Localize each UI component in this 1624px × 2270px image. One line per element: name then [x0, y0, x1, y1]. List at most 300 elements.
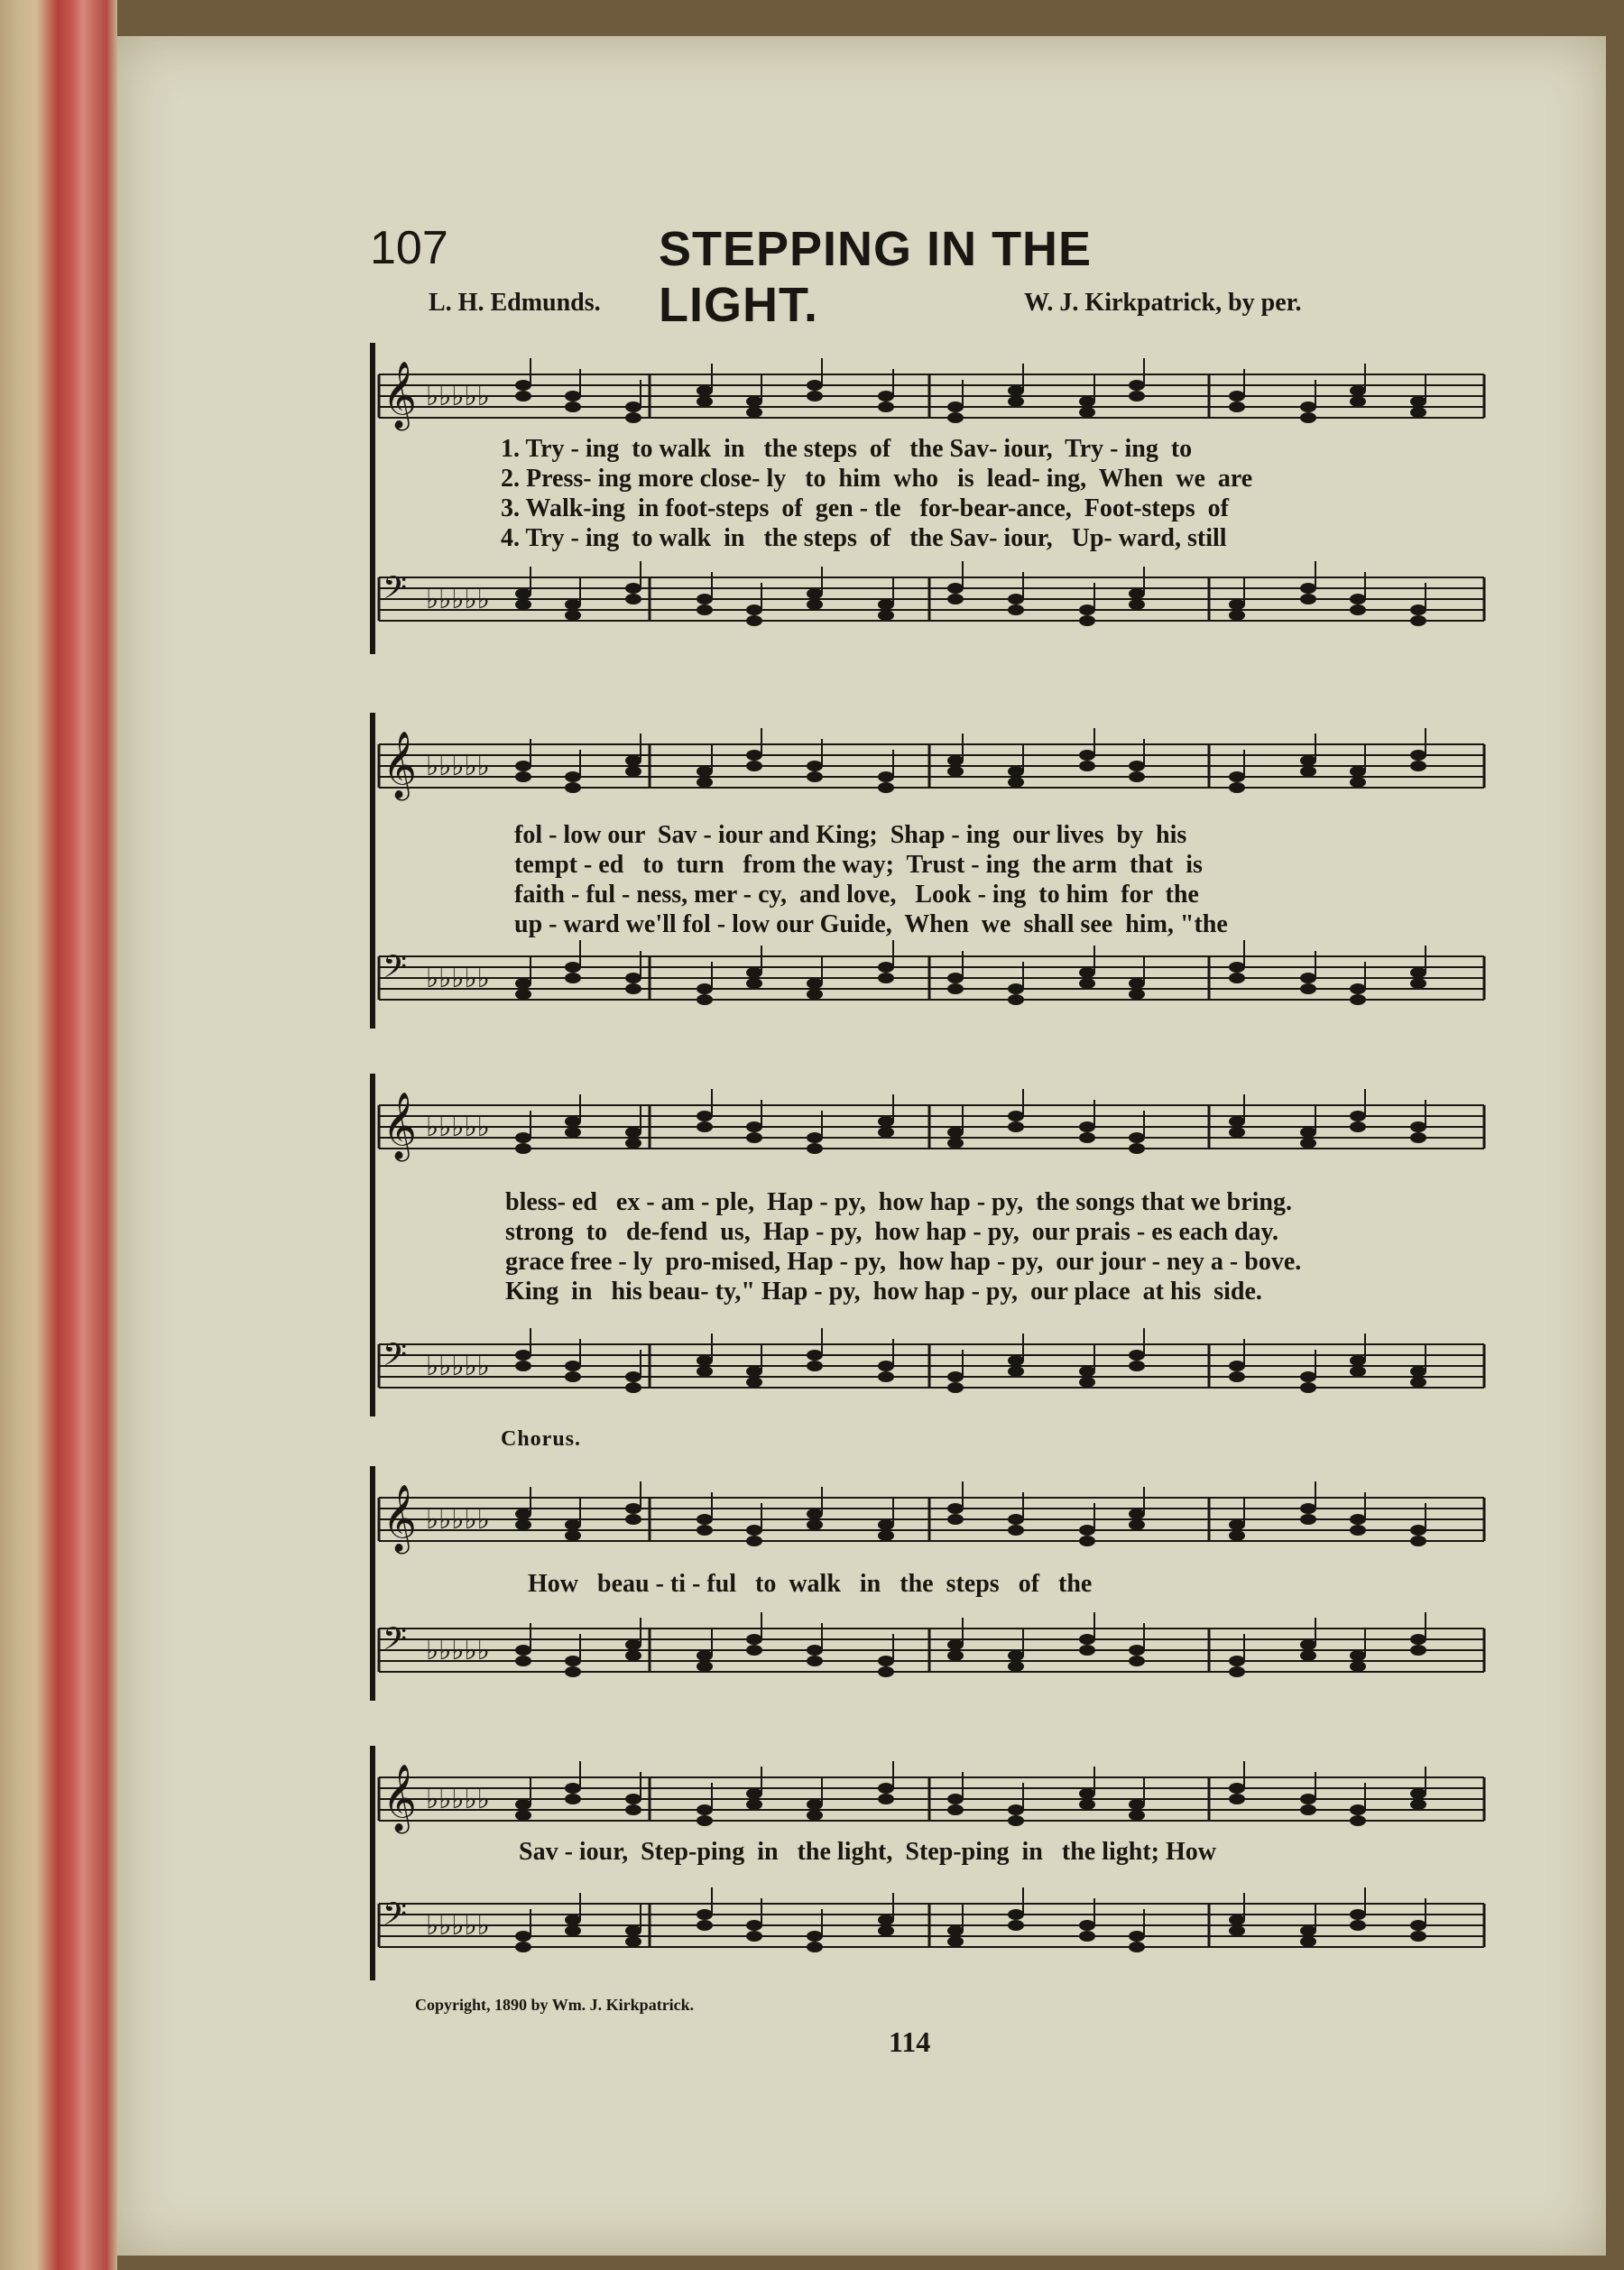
- note-head: [1410, 1931, 1426, 1942]
- note-head: [1129, 761, 1145, 771]
- hymn-composer: W. J. Kirkpatrick, by per.: [1024, 289, 1302, 317]
- bass-staff: [370, 934, 1489, 1033]
- note-head: [1079, 1525, 1095, 1536]
- verse-3-line: grace free - ly pro-mised, Hap - py, how hap - py, our jour - ney a - bove.: [505, 1248, 1302, 1276]
- note-head: [947, 1503, 964, 1514]
- note-head: [1350, 983, 1366, 994]
- note-head: [565, 973, 581, 983]
- note-head: [1410, 1525, 1426, 1536]
- note-head: [1410, 1645, 1426, 1656]
- note-head: [1410, 1920, 1426, 1931]
- note-head: [1300, 1639, 1316, 1650]
- note-head: [1350, 604, 1366, 615]
- note-head: [565, 1530, 581, 1541]
- bass-clef-icon: 𝄢: [383, 1620, 408, 1665]
- note-head: [746, 967, 762, 978]
- note-head: [1410, 1366, 1426, 1377]
- note-head: [807, 989, 823, 1000]
- note-head: [878, 1361, 894, 1371]
- note-head: [947, 983, 964, 994]
- verse-4-line: up - ward we'll fol - low our Guide, When we shall see him, "the: [514, 910, 1228, 938]
- note-head: [697, 1366, 713, 1377]
- note-head: [697, 777, 713, 788]
- key-signature-icon: ♭♭♭♭♭: [426, 1784, 490, 1815]
- note-head: [1229, 401, 1245, 412]
- bass-staff: [370, 555, 1489, 654]
- note-head: [1129, 1656, 1145, 1666]
- note-head: [1300, 412, 1316, 423]
- note-head: [515, 1519, 531, 1530]
- note-head: [1008, 983, 1024, 994]
- note-head: [947, 401, 964, 412]
- note-head: [1300, 1925, 1316, 1936]
- note-head: [515, 391, 531, 401]
- verse-1-line: bless- ed ex - am - ple, Hap - py, how hap - py, the songs that we bring.: [505, 1188, 1292, 1216]
- note-head: [565, 1783, 581, 1794]
- note-head: [1129, 1509, 1145, 1519]
- chorus-line: Sav - iour, Step-ping in the light, Step-ping in the light; How: [519, 1838, 1216, 1866]
- note-head: [746, 1366, 762, 1377]
- note-head: [807, 1810, 823, 1821]
- note-head: [947, 412, 964, 423]
- bass-clef-icon: 𝄢: [383, 1336, 408, 1380]
- note-head: [807, 771, 823, 782]
- note-head: [807, 1361, 823, 1371]
- note-head: [625, 1127, 641, 1138]
- note-head: [1300, 1794, 1316, 1804]
- note-head: [1229, 599, 1245, 610]
- note-head: [625, 401, 641, 412]
- note-head: [746, 407, 762, 418]
- note-head: [746, 1121, 762, 1132]
- note-head: [1229, 1783, 1245, 1794]
- note-head: [746, 1377, 762, 1388]
- verse-2-line: strong to de-fend us, Hap - py, how hap - py, our prais - es each day.: [505, 1218, 1278, 1246]
- note-head: [1229, 771, 1245, 782]
- note-head: [1008, 396, 1024, 407]
- note-head: [1229, 1530, 1245, 1541]
- note-head: [1229, 610, 1245, 621]
- note-head: [1410, 396, 1426, 407]
- note-head: [1129, 1361, 1145, 1371]
- note-head: [807, 588, 823, 599]
- note-head: [515, 1143, 531, 1154]
- note-head: [1229, 391, 1245, 401]
- note-head: [1008, 1804, 1024, 1815]
- note-head: [1008, 1525, 1024, 1536]
- note-head: [1229, 1915, 1245, 1925]
- music-system-2: [370, 704, 1489, 1038]
- note-head: [746, 1525, 762, 1536]
- note-head: [1129, 771, 1145, 782]
- note-head: [1229, 1794, 1245, 1804]
- note-head: [746, 761, 762, 771]
- note-head: [1008, 1366, 1024, 1377]
- note-head: [1350, 1355, 1366, 1366]
- note-head: [1129, 391, 1145, 401]
- note-head: [878, 401, 894, 412]
- note-head: [1300, 1514, 1316, 1525]
- note-head: [1229, 1361, 1245, 1371]
- note-head: [746, 1536, 762, 1546]
- note-head: [1079, 1121, 1095, 1132]
- note-head: [1229, 1656, 1245, 1666]
- note-head: [746, 750, 762, 761]
- note-head: [1008, 604, 1024, 615]
- note-head: [1129, 1810, 1145, 1821]
- note-head: [1350, 1920, 1366, 1931]
- note-head: [1079, 1645, 1095, 1656]
- note-head: [1008, 1111, 1024, 1121]
- note-head: [1350, 1650, 1366, 1661]
- note-head: [1300, 1382, 1316, 1393]
- note-head: [1008, 994, 1024, 1005]
- note-head: [746, 615, 762, 626]
- note-head: [625, 1514, 641, 1525]
- note-head: [565, 1925, 581, 1936]
- note-head: [1300, 1371, 1316, 1382]
- note-head: [807, 1143, 823, 1154]
- note-head: [1129, 599, 1145, 610]
- note-head: [807, 380, 823, 391]
- note-head: [1079, 967, 1095, 978]
- note-head: [1300, 973, 1316, 983]
- note-head: [1129, 1942, 1145, 1952]
- note-head: [1229, 973, 1245, 983]
- note-head: [625, 983, 641, 994]
- note-head: [515, 1509, 531, 1519]
- note-head: [1410, 761, 1426, 771]
- page-number: 114: [889, 2025, 931, 2058]
- note-head: [1350, 766, 1366, 777]
- note-head: [807, 1656, 823, 1666]
- note-head: [515, 380, 531, 391]
- note-head: [1129, 1519, 1145, 1530]
- note-head: [515, 989, 531, 1000]
- note-head: [697, 1804, 713, 1815]
- note-head: [1129, 1132, 1145, 1143]
- note-head: [625, 412, 641, 423]
- note-head: [565, 1371, 581, 1382]
- note-head: [1008, 1920, 1024, 1931]
- hymn-author: L. H. Edmunds.: [429, 289, 601, 317]
- note-head: [515, 588, 531, 599]
- note-head: [1129, 588, 1145, 599]
- note-head: [807, 1799, 823, 1810]
- treble-clef-icon: 𝄞: [383, 1485, 417, 1552]
- note-head: [947, 766, 964, 777]
- note-head: [1410, 967, 1426, 978]
- note-head: [697, 594, 713, 604]
- note-head: [1008, 594, 1024, 604]
- note-head: [1350, 385, 1366, 396]
- note-head: [625, 1382, 641, 1393]
- note-head: [1079, 1536, 1095, 1546]
- note-head: [1300, 983, 1316, 994]
- note-head: [1129, 989, 1145, 1000]
- note-head: [565, 771, 581, 782]
- key-signature-icon: ♭♭♭♭♭: [426, 1112, 490, 1143]
- note-head: [1129, 380, 1145, 391]
- hymn-number: 107: [370, 222, 448, 274]
- note-head: [1350, 594, 1366, 604]
- note-head: [1079, 978, 1095, 989]
- chorus-line: How beau - ti - ful to walk in the steps of the: [528, 1570, 1093, 1598]
- note-head: [565, 1519, 581, 1530]
- note-head: [1350, 1111, 1366, 1121]
- note-head: [1079, 1920, 1095, 1931]
- book-page-edges: [0, 0, 117, 2270]
- note-head: [878, 599, 894, 610]
- note-head: [1079, 1366, 1095, 1377]
- note-head: [625, 1639, 641, 1650]
- treble-clef-icon: 𝄞: [383, 1765, 417, 1832]
- note-head: [1229, 1116, 1245, 1127]
- note-head: [947, 1371, 964, 1382]
- note-head: [515, 1132, 531, 1143]
- note-head: [1129, 1799, 1145, 1810]
- note-head: [1229, 782, 1245, 793]
- note-head: [947, 1138, 964, 1149]
- note-head: [1008, 1815, 1024, 1826]
- note-head: [1410, 1799, 1426, 1810]
- note-head: [1079, 761, 1095, 771]
- note-head: [1410, 1634, 1426, 1645]
- note-head: [1079, 1931, 1095, 1942]
- note-head: [1300, 1503, 1316, 1514]
- note-head: [878, 1666, 894, 1677]
- note-head: [1008, 1661, 1024, 1672]
- note-head: [947, 1925, 964, 1936]
- note-head: [565, 401, 581, 412]
- note-head: [878, 1519, 894, 1530]
- note-head: [1350, 1815, 1366, 1826]
- note-head: [1008, 1650, 1024, 1661]
- note-head: [625, 583, 641, 594]
- note-head: [1008, 777, 1024, 788]
- note-head: [746, 1634, 762, 1645]
- note-head: [515, 1799, 531, 1810]
- note-head: [1300, 766, 1316, 777]
- note-head: [947, 1936, 964, 1947]
- note-head: [947, 583, 964, 594]
- note-head: [697, 385, 713, 396]
- note-head: [515, 1810, 531, 1821]
- music-system-4: [370, 1457, 1489, 1701]
- treble-clef-icon: 𝄞: [383, 362, 417, 429]
- note-head: [1350, 396, 1366, 407]
- note-head: [625, 1925, 641, 1936]
- note-head: [878, 1371, 894, 1382]
- note-head: [1300, 1127, 1316, 1138]
- verse-1-line: fol - low our Sav - iour and King; Shap - ing our lives by his: [514, 821, 1187, 849]
- note-head: [1229, 1127, 1245, 1138]
- note-head: [565, 962, 581, 973]
- verse-3-line: faith - ful - ness, mer - cy, and love, Look - ing to him for the: [514, 881, 1199, 909]
- note-head: [1300, 1936, 1316, 1947]
- note-head: [878, 962, 894, 973]
- note-head: [1079, 604, 1095, 615]
- verse-1-line: 1. Try - ing to walk in the steps of the Sav- iour, Try - ing to: [501, 435, 1193, 463]
- note-head: [625, 1371, 641, 1382]
- copyright-notice: Copyright, 1890 by Wm. J. Kirkpatrick.: [415, 1996, 695, 2014]
- note-head: [565, 599, 581, 610]
- note-head: [625, 973, 641, 983]
- note-head: [515, 1656, 531, 1666]
- treble-clef-icon: 𝄞: [383, 1093, 417, 1159]
- note-head: [697, 396, 713, 407]
- note-head: [1300, 1650, 1316, 1661]
- note-head: [625, 1804, 641, 1815]
- note-head: [1129, 1645, 1145, 1656]
- note-head: [1410, 1132, 1426, 1143]
- note-head: [1410, 978, 1426, 989]
- note-head: [947, 1382, 964, 1393]
- note-head: [807, 599, 823, 610]
- note-head: [947, 1794, 964, 1804]
- treble-clef-icon: 𝄞: [383, 732, 417, 798]
- note-head: [878, 782, 894, 793]
- key-signature-icon: ♭♭♭♭♭: [426, 963, 490, 994]
- note-head: [1410, 615, 1426, 626]
- note-head: [878, 1783, 894, 1794]
- note-head: [565, 610, 581, 621]
- hymn-title: STEPPING IN THE LIGHT.: [659, 222, 1093, 332]
- note-head: [1129, 1350, 1145, 1361]
- note-head: [515, 1350, 531, 1361]
- note-head: [947, 755, 964, 766]
- note-head: [878, 1656, 894, 1666]
- note-head: [878, 771, 894, 782]
- note-head: [1008, 1355, 1024, 1366]
- note-head: [625, 594, 641, 604]
- note-head: [746, 396, 762, 407]
- music-system-1: [370, 334, 1489, 668]
- note-head: [1410, 1536, 1426, 1546]
- verse-3-line: 3. Walk-ing in foot-steps of gen - tle for-bear-ance, Foot-steps of: [501, 494, 1229, 522]
- note-head: [947, 594, 964, 604]
- note-head: [1300, 583, 1316, 594]
- note-head: [1079, 1377, 1095, 1388]
- note-head: [697, 1514, 713, 1525]
- bass-clef-icon: 𝄢: [383, 569, 408, 614]
- note-head: [1410, 1788, 1426, 1799]
- note-head: [565, 782, 581, 793]
- note-head: [1129, 1143, 1145, 1154]
- note-head: [1008, 385, 1024, 396]
- key-signature-icon: ♭♭♭♭♭: [426, 584, 490, 615]
- note-head: [625, 1936, 641, 1947]
- note-head: [565, 1794, 581, 1804]
- note-head: [807, 1931, 823, 1942]
- note-head: [807, 1509, 823, 1519]
- note-head: [1300, 1138, 1316, 1149]
- chorus-label: Chorus.: [501, 1427, 582, 1451]
- note-head: [697, 1121, 713, 1132]
- note-head: [1129, 1931, 1145, 1942]
- note-head: [697, 1920, 713, 1931]
- note-head: [746, 978, 762, 989]
- key-signature-icon: ♭♭♭♭♭: [426, 1910, 490, 1942]
- verse-4-line: King in his beau- ty," Hap - py, how hap - py, our place at his side.: [505, 1278, 1262, 1306]
- note-head: [878, 610, 894, 621]
- note-head: [625, 766, 641, 777]
- note-head: [807, 1942, 823, 1952]
- treble-staff: [370, 1475, 1489, 1574]
- note-head: [515, 761, 531, 771]
- note-head: [947, 973, 964, 983]
- bass-staff: [370, 1606, 1489, 1705]
- note-head: [1079, 615, 1095, 626]
- verse-2-line: tempt - ed to turn from the way; Trust - ing the arm that is: [514, 851, 1203, 879]
- note-head: [1350, 1804, 1366, 1815]
- note-head: [515, 1361, 531, 1371]
- note-head: [807, 1132, 823, 1143]
- note-head: [1008, 1514, 1024, 1525]
- note-head: [697, 604, 713, 615]
- note-head: [807, 391, 823, 401]
- note-head: [746, 1799, 762, 1810]
- note-head: [565, 1915, 581, 1925]
- note-head: [1350, 1366, 1366, 1377]
- note-head: [1229, 1925, 1245, 1936]
- note-head: [746, 1931, 762, 1942]
- note-head: [1229, 1519, 1245, 1530]
- note-head: [565, 391, 581, 401]
- music-system-3: [370, 1065, 1489, 1426]
- key-signature-icon: ♭♭♭♭♭: [426, 381, 490, 412]
- note-head: [746, 1788, 762, 1799]
- key-signature-icon: ♭♭♭♭♭: [426, 1351, 490, 1382]
- note-head: [878, 391, 894, 401]
- note-head: [1079, 1799, 1095, 1810]
- note-head: [625, 1138, 641, 1149]
- note-head: [947, 1650, 964, 1661]
- note-head: [878, 1530, 894, 1541]
- note-head: [746, 1132, 762, 1143]
- note-head: [807, 1519, 823, 1530]
- note-head: [697, 766, 713, 777]
- note-head: [947, 1639, 964, 1650]
- treble-staff: [370, 1083, 1489, 1182]
- note-head: [697, 1661, 713, 1672]
- note-head: [515, 599, 531, 610]
- note-head: [1079, 1132, 1095, 1143]
- note-head: [625, 1650, 641, 1661]
- note-head: [947, 1514, 964, 1525]
- note-head: [697, 1111, 713, 1121]
- note-head: [807, 978, 823, 989]
- note-head: [1008, 1909, 1024, 1920]
- note-head: [697, 994, 713, 1005]
- note-head: [878, 1794, 894, 1804]
- note-head: [746, 604, 762, 615]
- note-head: [1350, 1121, 1366, 1132]
- note-head: [565, 1361, 581, 1371]
- note-head: [878, 1127, 894, 1138]
- note-head: [878, 1915, 894, 1925]
- note-head: [1410, 1377, 1426, 1388]
- note-head: [1079, 1634, 1095, 1645]
- bass-staff: [370, 1881, 1489, 1980]
- music-system-5: [370, 1737, 1489, 1980]
- note-head: [1410, 750, 1426, 761]
- note-head: [515, 771, 531, 782]
- note-head: [1350, 1909, 1366, 1920]
- note-head: [1129, 978, 1145, 989]
- note-head: [1079, 396, 1095, 407]
- verse-4-line: 4. Try - ing to walk in the steps of the Sav- iour, Up- ward, still: [501, 524, 1227, 552]
